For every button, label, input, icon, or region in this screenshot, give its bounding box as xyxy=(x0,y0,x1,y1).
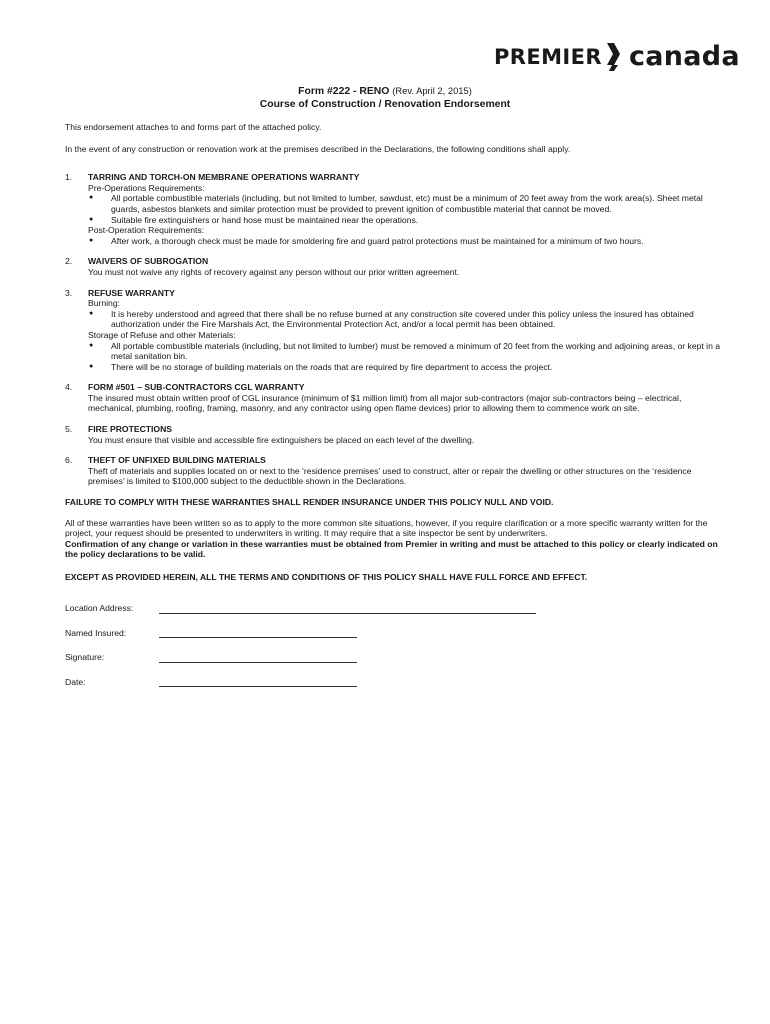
form-title: Course of Construction / Renovation Endorsement xyxy=(259,99,511,110)
bullet-item: ● All portable combustible materials (including, but not limited to lumber, sawdust, etc) must be a minimum of 20 feet away from the work area(s). Sheet metal guards, asbestos blankets and similar protection must be provided to prevent ignition of combustible material that cannot be moved. xyxy=(88,193,725,214)
section-5 xyxy=(65,424,725,445)
section-body: You must ensure that visible and accessible fire extinguishers be placed on each level of the dwelling. xyxy=(88,434,475,445)
bullet-item: ● All portable combustible materials (including, but not limited to lumber) must be removed a minimum of 20 feet from the working and adjoining areas, or kept in a metal sanitation bin. xyxy=(88,341,725,362)
date-row xyxy=(65,676,725,687)
section-body: Theft of materials and supplies located on or next to the ‘residence premises’ used to construct, alter or repair the dwelling or other structures on the ‘residence premises’ is limited to $100,000 subject to the deductible shown in the Declarations. xyxy=(88,465,692,487)
section-body: You must not waive any rights of recovery against any person without our prior written agreement. xyxy=(88,266,460,277)
form-revision: (Rev. April 2, 2015) xyxy=(392,85,472,96)
named-insured-field[interactable] xyxy=(159,628,357,638)
section-title: REFUSE WARRANTY xyxy=(88,287,175,298)
logo-chevron-icon xyxy=(605,42,627,72)
section-6 xyxy=(65,455,725,487)
form-number-line xyxy=(0,84,770,98)
section-number: 2. xyxy=(65,256,73,267)
pre-operations-label: Pre-Operations Requirements: xyxy=(88,182,205,193)
named-insured-row xyxy=(65,627,725,638)
signature-field[interactable] xyxy=(159,653,357,663)
signature-label: Signature: xyxy=(65,652,105,662)
section-title: THEFT OF UNFIXED BUILDING MATERIALS xyxy=(88,455,266,466)
storage-label: Storage of Refuse and other Materials: xyxy=(88,329,236,340)
intro-line-1: This endorsement attaches to and forms part of the attached policy. xyxy=(65,122,322,132)
section-number: 6. xyxy=(65,455,73,466)
section-title: TARRING AND TORCH-ON MEMBRANE OPERATIONS WARRANTY xyxy=(88,172,360,183)
location-address-row xyxy=(65,603,725,614)
bullet-item: ● After work, a thorough check must be made for smoldering fire and guard patrol protections must be maintained for a minimum of two hours. xyxy=(88,236,725,247)
section-number: 5. xyxy=(65,424,73,435)
section-number: 4. xyxy=(65,382,73,393)
date-label: Date: xyxy=(65,676,86,687)
section-body: The insured must obtain written proof of CGL insurance (minimum of $1 million limit) from all major sub-contractors (major sub-contractors being – electrical, mechanical, plumbing, roofing, framing, masonry, and any contractor using open flame devices) prior to allowing them to commence work on site. xyxy=(88,392,682,414)
form-body xyxy=(65,122,725,701)
section-2 xyxy=(65,256,725,277)
except-notice: EXCEPT AS PROVIDED HEREIN, ALL THE TERMS AND CONDITIONS OF THIS POLICY SHALL HAVE FULL FORCE AND EFFECT. xyxy=(65,572,588,582)
intro-line-2: In the event of any construction or renovation work at the premises described in the Declarations, the following conditions shall apply. xyxy=(65,143,571,154)
section-4 xyxy=(65,382,725,414)
section-3 xyxy=(65,288,725,373)
warranties-note: All of these warranties have been written so as to apply to the more common site situations, however, if you require clarification or a more specific warranty written for the project, your request should be presented to underwriters in writing. It may require that a site inspector be sent by underwriters. xyxy=(65,517,708,539)
section-1 xyxy=(65,172,725,246)
form-label: Form #222 - RENO xyxy=(298,86,390,97)
named-insured-label: Named Insured: xyxy=(65,627,127,638)
failure-notice: FAILURE TO COMPLY WITH THESE WARRANTIES SHALL RENDER INSURANCE UNDER THIS POLICY NULL AND VOID. xyxy=(65,497,554,508)
post-operation-label: Post-Operation Requirements: xyxy=(88,225,205,236)
confirmation-note: Confirmation of any change or variation in these warranties must be obtained from Premier in writing and must be attached to this policy or clearly indicated on the policy declarations to be valid. xyxy=(65,538,718,560)
section-title: FIRE PROTECTIONS xyxy=(88,424,173,435)
signature-row xyxy=(65,652,725,663)
section-title: WAIVERS OF SUBROGATION xyxy=(88,256,209,267)
location-address-label: Location Address: xyxy=(65,603,134,613)
logo-canada-text: canada xyxy=(628,40,740,72)
date-field[interactable] xyxy=(159,677,357,687)
premier-canada-logo xyxy=(494,42,740,72)
bullet-item: ● There will be no storage of building materials on the roads that are required by fire department to access the project. xyxy=(88,362,725,373)
location-address-field[interactable] xyxy=(159,604,536,614)
bullet-item: ● It is hereby understood and agreed that there shall be no refuse burned at any construction site covered under this policy unless the insured has obtained authorization under the Fire Marshals Act, the Environmental Protection Act, and/or a local permit has been obtained. xyxy=(88,309,725,330)
bullet-item: ● Suitable fire extinguishers or hand hose must be maintained near the operations. xyxy=(88,215,725,226)
section-title: FORM #501 – SUB-CONTRACTORS CGL WARRANTY xyxy=(88,382,305,393)
section-number: 1. xyxy=(65,172,73,183)
logo-premier-text: PREMIER xyxy=(494,44,602,69)
section-number: 3. xyxy=(65,287,73,298)
form-header xyxy=(0,84,770,111)
burning-label: Burning: xyxy=(88,298,121,309)
